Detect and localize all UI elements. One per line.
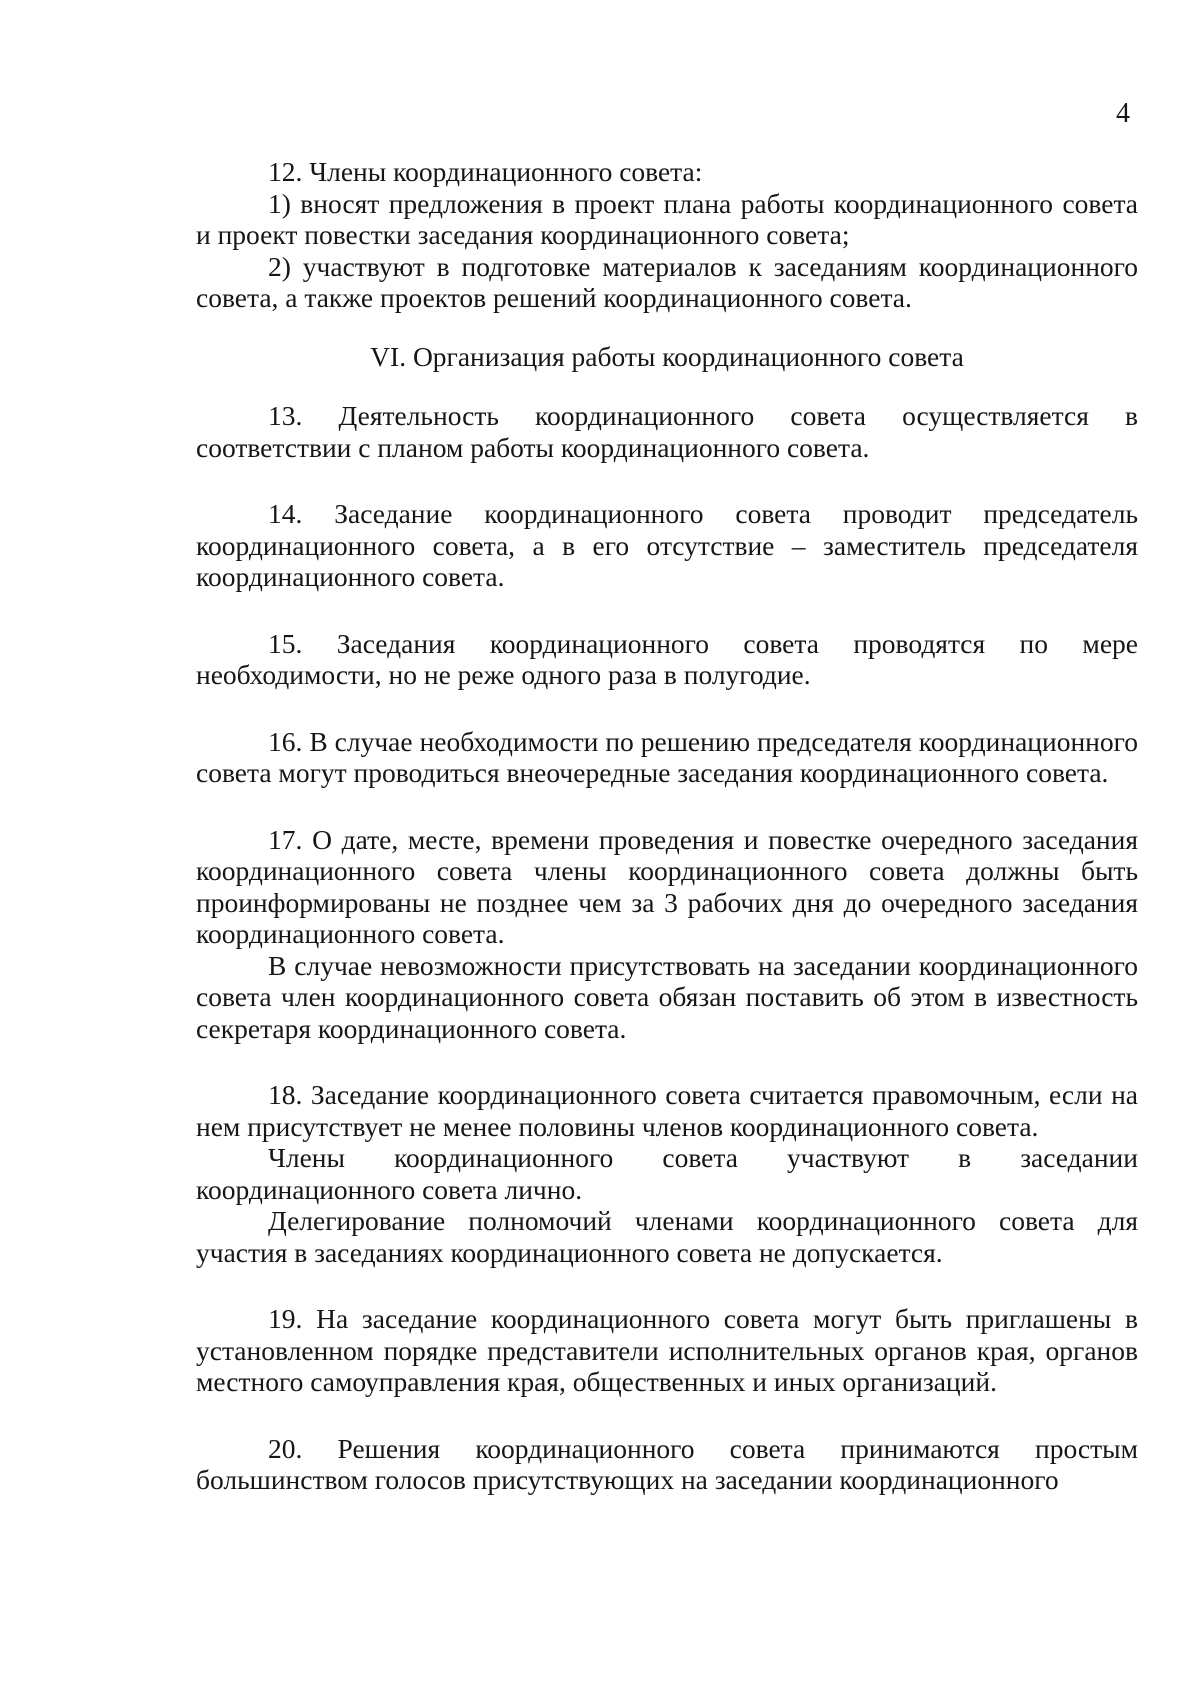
paragraph-18: 18. Заседание координационного совета считается правомочным, если на нем присутствует не менее половины членов координационного совета. [196,1079,1138,1142]
section-vi-heading: VI. Организация работы координационного совета [370,340,964,372]
document-body [196,156,1138,1496]
paragraph-16: 16. В случае необходимости по решению председателя координационного совета могут проводиться внеочередные заседания координационного совета. [196,725,1138,788]
paragraph-14: 14. Заседание координационного совета проводит председатель координационного совета, а в его отсутствие – заместитель председателя координационного совета. [196,498,1138,592]
paragraph-15: 15. Заседания координационного совета проводятся по мере необходимости, но не реже одного раза в полугодие. [196,627,1138,690]
paragraph-18-continuation-1: Члены координационного совета участвуют в заседании координационного совета лично. [196,1142,1138,1205]
paragraph-12-intro: 12. Члены координационного совета: [268,156,703,187]
paragraph-18-continuation-2: Делегирование полномочий членами координационного совета для участия в заседаниях координационного совета не допускается. [196,1205,1138,1268]
paragraph-12-item-2: 2) участвуют в подготовке материалов к заседаниям координационного совета, а также проектов решений координационного совета. [196,250,1138,313]
paragraph-13: 13. Деятельность координационного совета осуществляется в соответствии с планом работы координационного совета. [196,400,1138,463]
paragraph-19: 19. На заседание координационного совета могут быть приглашены в установленном порядке представители исполнительных органов края, органов местного самоуправления края, общественных и иных организаций. [196,1303,1138,1397]
paragraph-17: 17. О дате, месте, времени проведения и повестке очередного заседания координационного совета члены координационного совета должны быть проинформированы не позднее чем за 3 рабочих дня до очередного заседания координационного совета. [196,823,1138,949]
page-number: 4 [1116,98,1130,129]
paragraph-20: 20. Решения координационного совета принимаются простым большинством голосов присутствующих на заседании координационного [196,1432,1138,1495]
paragraph-12-item-1: 1) вносят предложения в проект плана работы координационного совета и проект повестки заседания координационного совета; [196,187,1138,250]
paragraph-17-continuation: В случае невозможности присутствовать на заседании координационного совета член координационного совета обязан поставить об этом в известность секретаря координационного совета. [196,949,1138,1044]
